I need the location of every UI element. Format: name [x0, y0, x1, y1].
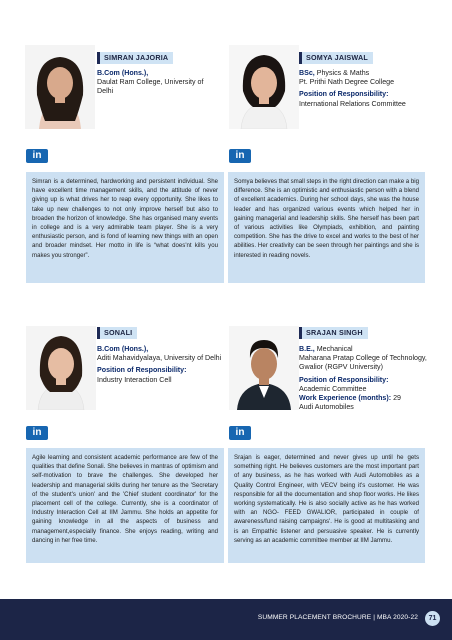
experience-value: 29: [391, 394, 401, 403]
profile-photo: [229, 45, 299, 129]
profile-info: [299, 345, 439, 412]
degree: BSc, Physics & Maths: [299, 69, 370, 77]
profile-bio: Srajan is eager, determined and never gives up until he gets something right. He believes customers are the most important part of any business, as he has worked with Audi Automobiles as a Quality Control Engineer, with VECV being it's customer. He was responsible for all the documentation and shop floor works. He likes working systematically. He is also socially active as he has worked with an NGO- FEED GWALIOR, participated in couple of awareness/fund raising campaigns'. He is good at multitasking and is an Empathic listener and persuasive speaker. He is currently serving as an academic committee member at IIM Jammu.: [228, 448, 425, 563]
profile-name: SOMYA JAISWAL: [302, 52, 373, 64]
linkedin-icon[interactable]: in: [26, 426, 48, 440]
responsibility-label: Position of Responsibility:: [299, 90, 389, 99]
degree: B.E., Mechanical: [299, 345, 353, 353]
profile-bio: Simran is a determined, hardworking and persistent individual. She have excellent time management skills, and the attitude of never giving up is what drives her to reap every opportunity. She likes to take up new challenges to not only improve herself but also to broaden the horizon of knowledge. She has organised many events in college and is a very admirable team player. She is a very enthusiastic person, and is fond of learning new things with an open and broader mindset. Her motto in life is “what does'nt kills you makes you stronger”.: [26, 172, 224, 283]
responsibility: Industry Interaction Cell: [97, 375, 172, 384]
profile-info: [299, 69, 439, 109]
experience: [299, 394, 439, 403]
profile-photo: [25, 45, 95, 129]
responsibility: International Relations Committee: [299, 99, 406, 108]
college: Aditi Mahavidyalaya, University of Delhi: [97, 354, 222, 363]
responsibility: Academic Committee: [299, 384, 367, 393]
profile-photo: [229, 326, 299, 410]
experience-org: Audi Automobiles: [299, 403, 354, 412]
profile-name: SONALI: [100, 327, 137, 339]
degree: B.Com (Hons.),: [97, 345, 149, 353]
college: Daulat Ram College, University of Delhi: [97, 78, 204, 96]
linkedin-icon[interactable]: in: [229, 426, 251, 440]
college: Pt. Prithi Nath Degree College: [299, 78, 395, 87]
responsibility-label: Position of Responsibility:: [299, 375, 389, 384]
linkedin-icon[interactable]: in: [229, 149, 251, 163]
profile-name: SIMRAN JAJORIA: [100, 52, 173, 64]
page-footer: [0, 599, 452, 640]
degree: B.Com (Hons.),: [97, 69, 149, 77]
profile-name: SRAJAN SINGH: [302, 327, 368, 339]
profile-bio: Somya believes that small steps in the right direction can make a big difference. She is an optimistic and enthusiastic person with a blend of excellent academics. During her school days, she was the house leader and has organized various events which helped her in gaining managerial and leadership skills. She herself has been part of various activities like Olympiads, exhibition, and painting competition. She has the drive to excel and works to the best of her abilities. Her creativity can be seen through her paintings and she is interested in reading novels.: [228, 172, 425, 283]
profile-bio: Agile learning and consistent academic performance are few of the qualities that define Sonali. She believes in mantras of optimism and self-motivation to brave the challenges. She developed her leadership and managerial skills during her tenure as the 'Secretary of the student's union' and the 'Chief student coordinator' for the placement cell of the college. Currently, she is a coordinator of Industry Interaction Cell at IIM Jammu. She holds an appetite for gaining knowledge in all the aspects of business and management,especially finance. She enjoys reading, writing and dancing in her free time.: [26, 448, 224, 563]
college: Maharana Pratap College of Technology, Gwalior (RGPV University): [299, 354, 427, 372]
profile-info: [97, 345, 222, 385]
page-number: 71: [425, 611, 440, 626]
responsibility-label: Position of Responsibility:: [97, 366, 187, 375]
footer-text: SUMMER PLACEMENT BROCHURE | MBA 2020-22: [257, 614, 418, 621]
experience-label: Work Experience (months):: [299, 394, 392, 403]
linkedin-icon[interactable]: in: [26, 149, 48, 163]
profile-photo: [26, 326, 96, 410]
profile-info: [97, 69, 207, 97]
